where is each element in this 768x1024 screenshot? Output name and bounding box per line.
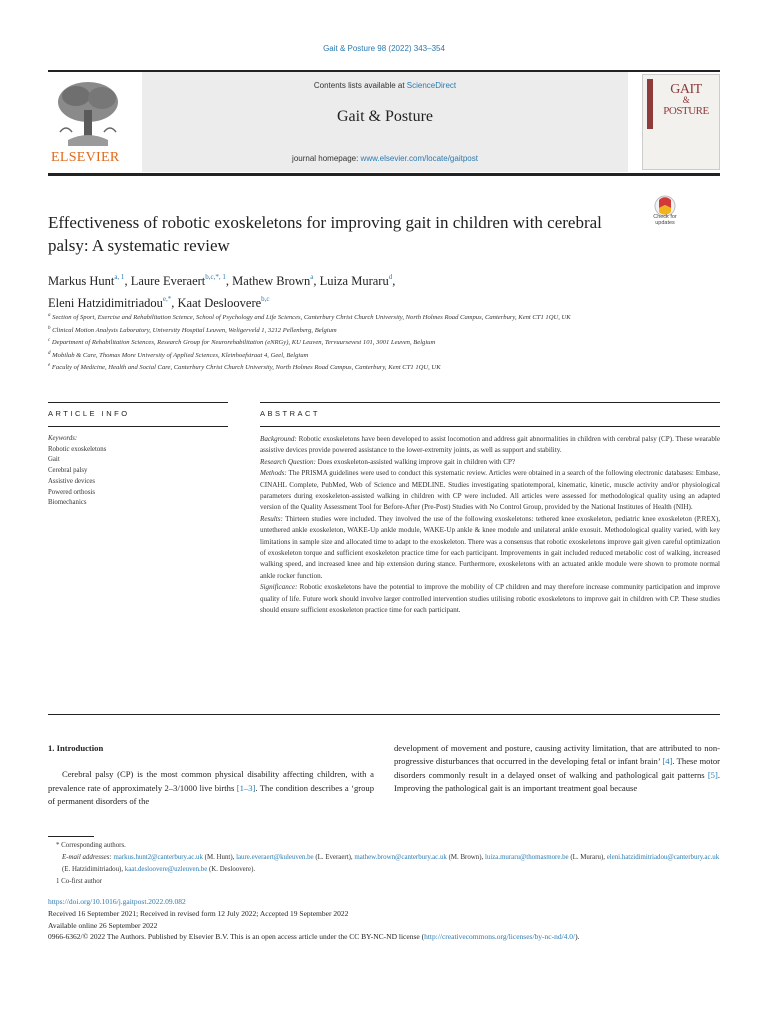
keyword: Cerebral palsy: [48, 467, 88, 475]
cover-title-line1: GAIT: [670, 82, 702, 97]
abstract-text: Robotic exoskeletons have been developed to assist locomotion and address gait abnormalities in children with cerebral palsy (CP). These wearable assistive devices provide powered assistance to the lower-extremity joints, as well as support and stability.: [260, 435, 720, 455]
cover-title-line2: POSTURE: [663, 105, 709, 117]
intro-text: . Improving the pathological gait is an important treatment goal because: [394, 769, 720, 793]
abstract-paragraph: [260, 514, 720, 582]
email-owner: (M. Hunt),: [202, 854, 237, 861]
abstract-bottom-rule: [48, 714, 720, 715]
journal-citation[interactable]: Gait & Posture 98 (2022) 343–354: [323, 44, 445, 53]
cover-accent-bar: [647, 79, 653, 129]
publication-info: [48, 896, 720, 943]
affiliation-mark: d: [48, 350, 51, 356]
email-owner: (L. Muraru),: [568, 854, 607, 861]
journal-name: Gait & Posture: [337, 108, 433, 125]
email-owner: (K. Desloovere).: [207, 866, 256, 873]
author-separator: ,: [225, 274, 233, 288]
abstract-paragraph: [260, 457, 720, 468]
abstract-paragraph: [260, 468, 720, 514]
email-owner: (M. Brown),: [446, 854, 485, 861]
intro-text: . These motor disorders commonly result in a delayed onset of walking and pathological gait patterns: [394, 756, 720, 780]
journal-homepage-link[interactable]: www.elsevier.com/locate/gaitpost: [360, 154, 478, 163]
affiliation: [48, 361, 728, 374]
author-name[interactable]: Markus Hunt: [48, 274, 115, 288]
crossmark-label-line1: Check for: [653, 214, 677, 220]
author[interactable]: [232, 274, 319, 288]
article-info-rule: [48, 426, 228, 427]
email-owner: (E. Hatzidimitriadou),: [62, 866, 125, 873]
cover-ampersand: &: [682, 95, 690, 105]
keyword: Assistive devices: [48, 477, 96, 485]
affiliations: [48, 311, 728, 374]
keyword: Gait: [48, 456, 60, 464]
affiliation-text: Department of Rehabilitation Sciences, Research Group for Neurorehabilitation (eNRGy), KU Leuven, Tervuursevest 101, 3001 Leuven, Belgium: [51, 339, 436, 347]
intro-heading: 1. Introduction: [48, 743, 104, 753]
keyword: Powered orthosis: [48, 488, 96, 496]
footnote-rule: [48, 836, 94, 837]
abstract-label: Methods:: [260, 469, 287, 478]
homepage-prefix: journal homepage:: [292, 154, 361, 163]
elsevier-tree-icon: [48, 76, 128, 154]
affiliation: [48, 349, 728, 362]
author-affil-mark[interactable]: e,*: [162, 295, 172, 303]
abstract-heading: ABSTRACT: [260, 409, 321, 418]
keyword: Robotic exoskeletons: [48, 445, 107, 453]
affiliation: [48, 311, 728, 324]
abstract-rule: [260, 426, 720, 427]
email-label: E-mail addresses:: [62, 854, 112, 861]
author-name[interactable]: Mathew Brown: [232, 274, 311, 288]
author-name[interactable]: Luiza Muraru: [319, 274, 389, 288]
author-affil-mark[interactable]: b,c,*, 1: [205, 273, 226, 281]
email-addresses: [48, 852, 720, 876]
license-text: 0966-6362/© 2022 The Authors. Published by Elsevier B.V. This is an open access article under the CC BY-NC-ND license (: [48, 932, 425, 942]
keyword: Biomechanics: [48, 499, 87, 507]
online-date: Available online 26 September 2022: [48, 920, 158, 930]
author-name[interactable]: Laure Everaert: [130, 274, 206, 288]
keywords-block: [48, 434, 228, 509]
crossmark-label-line2: updates: [655, 220, 675, 226]
intro-paragraph: [394, 742, 720, 795]
affiliation: [48, 336, 728, 349]
author-affil-mark[interactable]: d: [388, 273, 393, 281]
journal-info-box: [142, 72, 628, 172]
affiliation-mark: e: [48, 363, 51, 369]
intro-left-column: [48, 742, 374, 808]
footnotes: [48, 840, 720, 888]
affiliation-text: Section of Sport, Exercise and Rehabilitation Science, School of Psychology and Life Sciences, Canterbury Christ Church University, North Holmes Road Campus, Canterbury, Kent CT1 1QU, UK: [52, 314, 571, 321]
abstract-text: Robotic exoskeletons have the potential to improve the mobility of CP children and may therefore increase community participation and improve quality of life. Future work should involve larger controlled intervention studies utilising robotic exoskeletons to improve gait in children with CP. These studies should ensure sufficient exoskeleton practice time for each participant.: [260, 583, 720, 615]
contents-line: [142, 81, 628, 90]
intro-paragraph: [48, 768, 374, 808]
abstract-top-rule: [260, 402, 720, 403]
abstract-label: Background:: [260, 435, 297, 443]
affiliation-text: Mobilab & Care, Thomas More University of Applied Sciences, Kleinhoefstraat 4, Geel, Belgium: [52, 351, 309, 359]
author-separator: ,: [392, 274, 396, 288]
sciencedirect-link[interactable]: ScienceDirect: [406, 81, 457, 90]
author-list: [48, 268, 688, 312]
abstract-text: Does exoskeleton-assisted walking improve gait in children with CP?: [315, 457, 516, 466]
article-info-top-rule: [48, 402, 228, 403]
abstract-paragraph: [260, 582, 720, 616]
license-statement: [48, 931, 720, 943]
journal-cover-thumbnail[interactable]: [642, 74, 720, 170]
intro-text: . The condition describes a ‘group of permanent disorders of the: [48, 782, 374, 806]
author[interactable]: [48, 274, 131, 288]
affiliation-text: Faculty of Medicine, Health and Social Care, Canterbury Christ Church University, North Holmes Road Campus, Canterbury, Kent CT1 1QU, UK: [51, 364, 441, 372]
received-dates: Received 16 September 2021; Received in revised form 12 July 2022; Accepted 19 September 2022: [48, 908, 349, 918]
license-text-end: ).: [575, 932, 580, 942]
intro-text: development of movement and posture, causing activity limitation, that are attributed to non-progressive disturbances that occurred in the developing fetal or infant brain’: [394, 743, 720, 767]
heading-spacer: [48, 755, 374, 768]
email-link[interactable]: markus.hunt2@canterbury.ac.uk: [113, 854, 203, 861]
intro-text: Cerebral palsy (CP) is the most common physical disability affecting children, with a prevalence rate of approximately 2–3/1000 live births: [48, 769, 374, 793]
author[interactable]: [48, 296, 178, 310]
affiliation-mark: a: [48, 313, 51, 318]
author-separator: ,: [171, 296, 178, 310]
email-link[interactable]: luiza.muraru@thomasmore.be: [484, 854, 569, 861]
check-for-updates-label[interactable]: [642, 214, 688, 226]
journal-masthead: [48, 70, 720, 176]
abstract-label: Significance:: [260, 583, 298, 592]
contents-prefix: Contents lists available at: [313, 81, 407, 90]
author-affil-mark[interactable]: a: [310, 273, 314, 281]
author-separator: ,: [313, 274, 320, 288]
keywords-label: Keywords:: [48, 435, 78, 442]
article-info-heading: ARTICLE INFO: [48, 409, 130, 418]
author-name[interactable]: Eleni Hatzidimitriadou: [48, 296, 163, 310]
reference-link[interactable]: [5]: [707, 769, 718, 780]
corresponding-authors-note: * Corresponding authors.: [56, 842, 126, 849]
affiliation-text: Clinical Motion Analysis Laboratory, University Hospital Leuven, Weligerveld 1, 3212 Pellenberg, Belgium: [52, 326, 337, 334]
author[interactable]: [320, 274, 396, 288]
author-separator: ,: [124, 274, 131, 288]
abstract-body: [260, 434, 720, 617]
elsevier-logo[interactable]: [48, 76, 128, 172]
cover-title: [657, 83, 715, 118]
author[interactable]: [178, 296, 270, 310]
reference-link[interactable]: [1–3]: [236, 782, 256, 793]
email-link[interactable]: mathew.brown@canterbury.ac.uk: [354, 854, 447, 861]
publisher-logo-text: ELSEVIER: [51, 150, 120, 165]
homepage-line: [142, 154, 628, 163]
author-name[interactable]: Kaat Desloovere: [177, 296, 262, 310]
abstract-paragraph: [260, 434, 720, 457]
affiliation-mark: c: [48, 338, 51, 344]
email-link[interactable]: laure.everaert@kuleuven.be: [236, 854, 314, 861]
email-link[interactable]: eleni.hatzidimitriadou@canterbury.ac.uk: [606, 854, 720, 861]
abstract-label: Research Question:: [260, 457, 316, 466]
article-title: Effectiveness of robotic exoskeletons for improving gait in children with cerebral palsy: A systematic review: [48, 213, 602, 255]
affiliation-mark: b: [48, 325, 51, 331]
author-affil-mark[interactable]: b,c: [261, 295, 270, 303]
reference-link[interactable]: [4]: [662, 756, 673, 767]
author-affil-mark[interactable]: a, 1: [114, 273, 125, 281]
cofirst-author-note: 1 Co-first author: [56, 878, 102, 885]
abstract-text: Thirteen studies were included. They involved the use of the following exoskeletons: tethered knee exoskeleton, pediatric knee exoskeleton (P.REX), untethered ankle exoskeleton, WAKE-Up ankle module, WAKE-Up ankle & knee module and unilateral ankle exosuit. Methodological quality varied, with key limitations in sample size and allocated time to adapt to the exoskeleton. There was a consensus that robotic exoskeletons improve gait given careful optimization of exoskeleton torque and sufficient exoskeleton practice time for each participant. Improvements in gait included reduced metabolic cost of walking, increased walking speed, and increased knee and hip extension during stance. Furthermore, exoskeletons with an actuated ankle module were shown to promote normal ankle rocker function.: [260, 514, 720, 580]
abstract-text: The PRISMA guidelines were used to conduct this systematic review. Articles were obtained in a search of the following electronic databases: Embase, CINAHL Complete, PubMed, Web of Science and MEDLINE. Studies investigating spatiotemporal, kinematic, kinetic, muscle activity and/or physiological parameters during exoskeleton-assisted walking in children with CP were included. All articles were assessed for methodological quality using an adapted version of the Quality Assessment Tool for Before-After (Pre-Post) Studies with No Control Group, provided by the National Institutes of Health (NIH).: [260, 469, 720, 512]
doi-link[interactable]: https://doi.org/10.1016/j.gaitpost.2022.09.082: [48, 897, 186, 906]
author[interactable]: [131, 274, 232, 288]
abstract-label: Results:: [260, 514, 283, 523]
intro-right-column: [394, 742, 720, 795]
email-owner: (L. Everaert),: [313, 854, 355, 861]
license-link[interactable]: http://creativecommons.org/licenses/by-nc-nd/4.0/: [424, 932, 576, 942]
affiliation: [48, 324, 728, 337]
email-link[interactable]: kaat.desloovere@uzleuven.be: [124, 866, 208, 873]
